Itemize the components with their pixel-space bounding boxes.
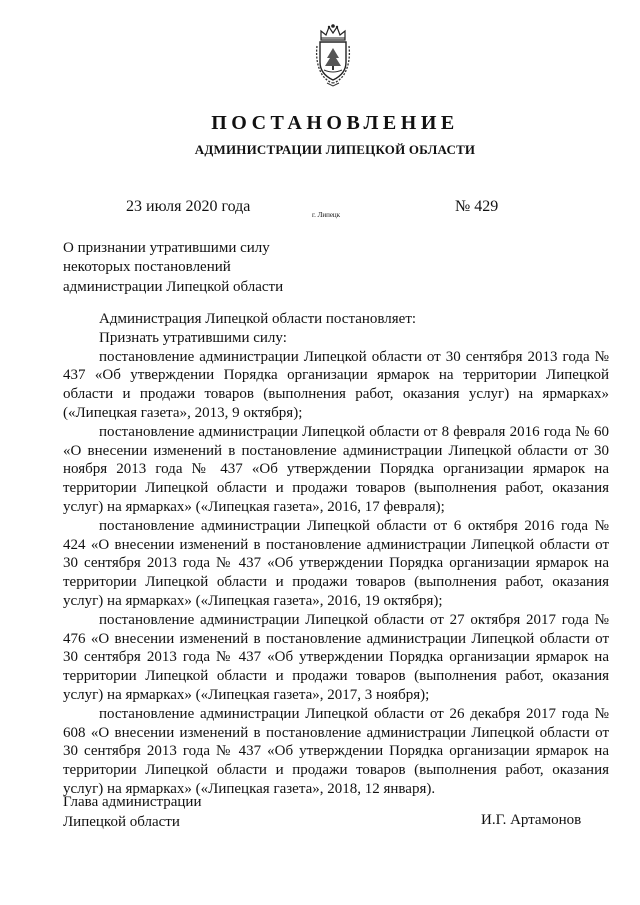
body-paragraph: постановление администрации Липецкой области от 6 октября 2016 года № 424 «О внесении изменений в постановление администрации Липецкой области от 30 сентября 2013 года № 437 «Об утверждении Порядка организации ярмарок на территории Липецкой области и продажи товаров (выполнения работ, оказания услуг) на ярмарках» («Липецкая газета», 2016, 19 октября); (63, 517, 609, 609)
subject-line: О признании утратившими силу (63, 240, 270, 256)
document-subject (63, 239, 383, 297)
document-body (63, 310, 609, 799)
signatory-position (63, 793, 201, 832)
signatory-name: И.Г. Артамонов (481, 812, 582, 828)
body-paragraph: постановление администрации Липецкой области от 8 февраля 2016 года № 60 «О внесении изменений в постановление администрации Липецкой области от 30 ноября 2013 года № 437 «Об утверждении Порядка организации ярмарок на территории Липецкой области и продажи товаров (выполнения работ, оказания услуг) на ярмарках» («Липецкая газета», 2016, 17 февраля); (63, 423, 609, 515)
intro-line: Признать утратившими силу: (99, 329, 287, 346)
body-paragraph: постановление администрации Липецкой области от 27 октября 2017 года № 476 «О внесении изменений в постановление администрации Липецкой области от 30 сентября 2013 года № 437 «Об утверждении Порядка организации ярмарок на территории Липецкой области и продажи товаров (выполнения работ, оказания услуг) на ярмарках» («Липецкая газета», 2017, 3 ноября); (63, 611, 609, 703)
document-city: г. Липецк (312, 211, 341, 219)
coat-of-arms-icon (313, 22, 353, 88)
subject-line: некоторых постановлений (63, 259, 231, 276)
body-paragraph: постановление администрации Липецкой области от 30 сентября 2013 года № 437 «Об утверждении Порядка организации ярмарок на территории Липецкой области и продажи товаров (выполнения работ, оказания услуг) на ярмарках» («Липецкая газета», 2013, 9 октября); (63, 348, 609, 421)
subject-line: администрации Липецкой области (63, 278, 284, 295)
body-paragraph: постановление администрации Липецкой области от 26 декабря 2017 года № 608 «О внесении изменений в постановление администрации Липецкой области от 30 сентября 2013 года № 437 «Об утверждении Порядка организации ярмарок на территории Липецкой области и продажи товаров (выполнения работ, оказания услуг) на ярмарках» («Липецкая газета», 2018, 12 января). (63, 705, 609, 797)
document-date: 23 июля 2020 года (126, 198, 251, 215)
document-subtitle: АДМИНИСТРАЦИИ ЛИПЕЦКОЙ ОБЛАСТИ (194, 142, 476, 157)
document-number: № 429 (455, 198, 499, 215)
signatory-position-line: Глава администрации (63, 794, 202, 810)
intro-line: Администрация Липецкой области постановляет: (99, 311, 417, 327)
signatory-position-line: Липецкой области (63, 813, 180, 830)
document-title: ПОСТАНОВЛЕНИЕ (211, 112, 459, 134)
